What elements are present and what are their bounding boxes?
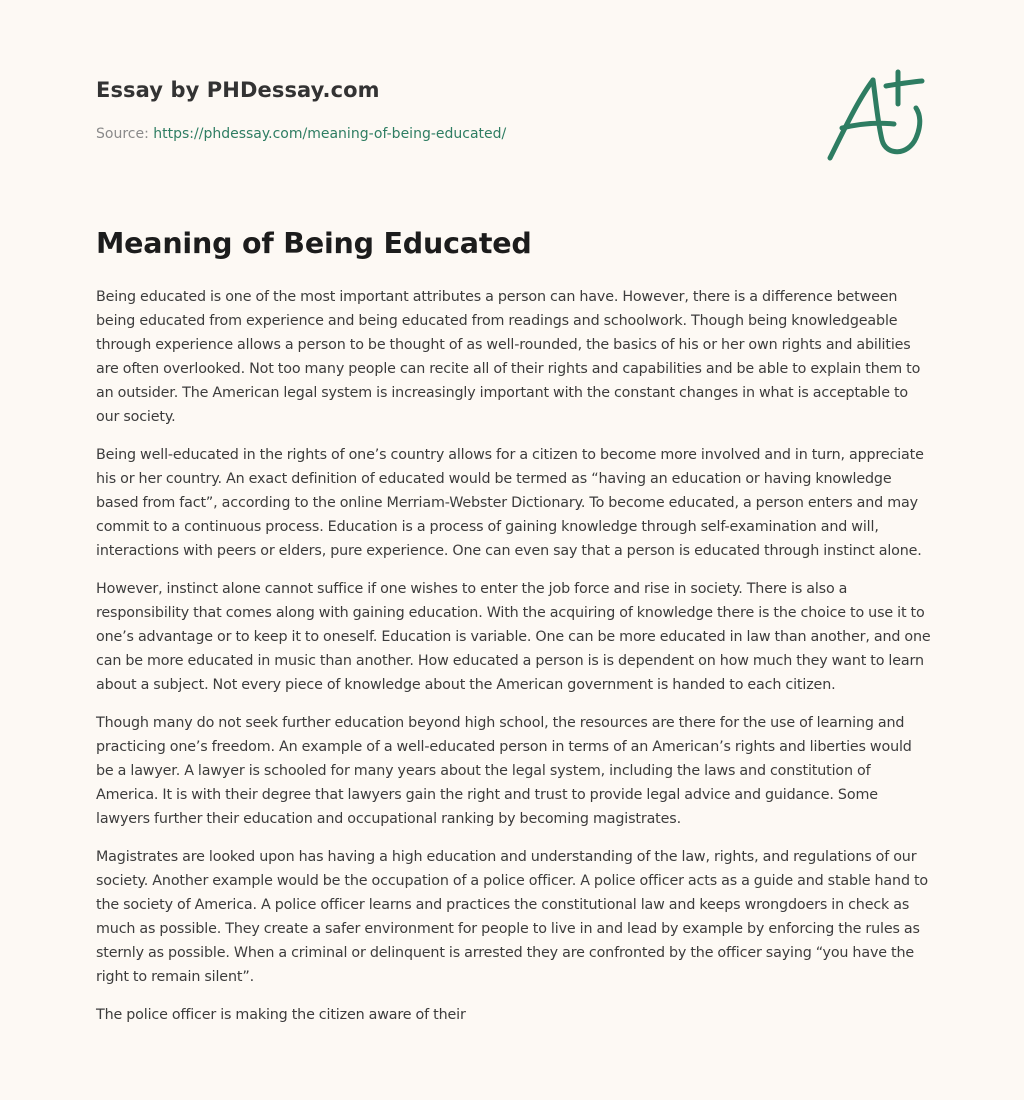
article-body [96,285,932,1041]
article-paragraph: Magistrates are looked upon has having a high education and understanding of the law, rights, and regulations of our society. Another example would be the occupation of a police officer. A police officer acts as a guide and stable hand to the society of America. A police officer learns and practices the constitutional law and keeps wrongdoers in check as much as possible. They create a safer environment for people to live in and lead by example by enforcing the rules as sternly as possible. When a criminal or delinquent is arrested they are confronted by the officer saying “you have the right to remain silent”. [96,849,929,985]
source-label: Source: [96,126,154,142]
article-paragraph: Being educated is one of the most important attributes a person can have. However, there is a difference between being educated from experience and being educated from readings and schoolwork. Though being knowledgeable through experience allows a person to be thought of as well-rounded, the basics of his or her own rights and abilities are often overlooked. Not too many people can recite all of their rights and capabilities and be able to explain them to an outsider. The American legal system is increasingly important with the constant changes in what is acceptable to our society. [96,289,921,425]
site-header [96,76,928,144]
article-paragraph: Though many do not seek further education beyond high school, the resources are there for the use of learning and practicing one’s freedom. An example of a well-educated person in terms of an American’s rights and liberties would be a lawyer. A lawyer is schooled for many years about the legal system, including the laws and constitution of America. It is with their degree that lawyers gain the right and trust to provide legal advice and guidance. Some lawyers further their education and occupational ranking by becoming magistrates. [96,715,912,827]
article-paragraph: The police officer is making the citizen aware of their [96,1007,466,1023]
article-paragraph: Being well-educated in the rights of one’s country allows for a citizen to become more involved and in turn, appreciate his or her country. An exact definition of educated would be termed as “having an education or having knowledge based from fact”, according to the online Merriam-Webster Dictionary. To become educated, a person enters and may commit to a continuous process. Education is a process of gaining knowledge through self-examination and will, interactions with peers or elders, pure experience. One can even say that a person is educated through instinct alone. [96,447,924,559]
article-title: Meaning of Being Educated [96,227,532,260]
brand-title: Essay by PHDessay.com [96,78,380,102]
source-link[interactable]: https://phdessay.com/meaning-of-being-educated/ [153,126,507,142]
article-paragraph: However, instinct alone cannot suffice if one wishes to enter the job force and rise in society. There is also a responsibility that comes along with gaining education. With the acquiring of knowledge there is the choice to use it to one’s advantage or to keep it to oneself. Education is variable. One can be more educated in law than another, and one can be more educated in music than another. How educated a person is is dependent on how much they want to learn about a subject. Not every piece of knowledge about the American government is handed to each citizen. [96,581,931,693]
a-plus-grade-icon [818,64,930,168]
source-line [96,124,928,144]
